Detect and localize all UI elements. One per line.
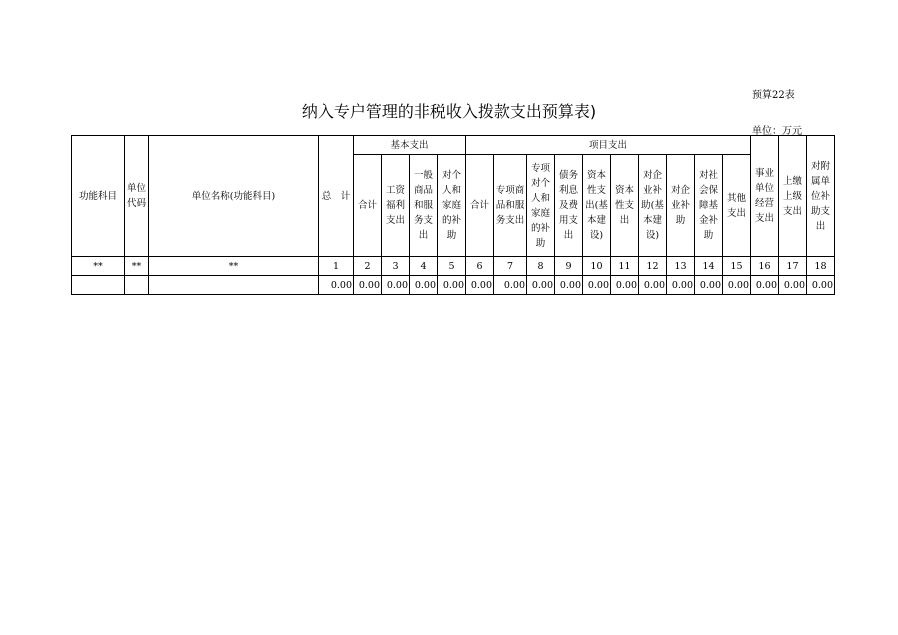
index-cell: 10 [583,257,611,276]
value-cell: 0.00 [319,276,354,295]
index-row [72,257,835,276]
value-cell: 0.00 [807,276,835,295]
index-cell: 7 [494,257,527,276]
index-cell: 18 [807,257,835,276]
header-special-goods: 专项商品和服务支出 [494,155,527,257]
index-cell: 13 [667,257,695,276]
header-other: 其他支出 [723,155,751,257]
index-cell: 6 [466,257,494,276]
index-code: ** [125,257,149,276]
header-debt: 债务利息及费用支出 [555,155,583,257]
value-cell: 0.00 [494,276,527,295]
header-personal: 对个人和家庭的补助 [438,155,466,257]
header-social-security: 对社会保障基金补助 [695,155,723,257]
header-basic-sum: 合计 [354,155,382,257]
index-cell: 14 [695,257,723,276]
index-cell: 2 [354,257,382,276]
header-unit-name: 单位名称(功能科目) [149,136,319,257]
header-business: 事业单位经营支出 [751,136,779,257]
header-capital-base: 资本性支出(基本建设) [583,155,611,257]
header-basic-expenditure: 基本支出 [354,136,466,155]
value-cell: 0.00 [466,276,494,295]
value-cell: 0.00 [667,276,695,295]
data-code [125,276,149,295]
index-cell: 12 [639,257,667,276]
value-cell: 0.00 [611,276,639,295]
header-special-personal: 专项对个人和家庭的补助 [527,155,555,257]
data-name [149,276,319,295]
index-cell: 4 [410,257,438,276]
value-cell: 0.00 [382,276,410,295]
index-cell: 1 [319,257,354,276]
value-cell: 0.00 [779,276,807,295]
value-cell: 0.00 [695,276,723,295]
index-cell: 17 [779,257,807,276]
table-row [72,276,835,295]
header-enterprise-base: 对企业补助(基本建设) [639,155,667,257]
header-func-subject: 功能科目 [72,136,125,257]
header-capital: 资本性支出 [611,155,639,257]
value-cell: 0.00 [751,276,779,295]
header-project-expenditure: 项目支出 [466,136,751,155]
index-cell: 9 [555,257,583,276]
value-cell: 0.00 [438,276,466,295]
value-cell: 0.00 [354,276,382,295]
unit-label: 单位：万元 [752,126,802,137]
header-total: 总 计 [319,136,354,257]
header-subordinate: 对附属单位补助支出 [807,136,835,257]
index-cell: 3 [382,257,410,276]
index-func: ** [72,257,125,276]
index-cell: 5 [438,257,466,276]
index-cell: 16 [751,257,779,276]
page-title: 纳入专户管理的非税收入拨款支出预算表) [301,102,597,121]
value-cell: 0.00 [555,276,583,295]
header-enterprise: 对企业补助 [667,155,695,257]
value-cell: 0.00 [639,276,667,295]
header-wages: 工资福利支出 [382,155,410,257]
value-cell: 0.00 [583,276,611,295]
value-cell: 0.00 [723,276,751,295]
header-project-sum: 合计 [466,155,494,257]
header-row-1 [72,136,835,155]
budget-table [71,135,835,295]
index-name: ** [149,257,319,276]
header-upper: 上缴上级支出 [779,136,807,257]
value-cell: 0.00 [527,276,555,295]
value-cell: 0.00 [410,276,438,295]
index-cell: 15 [723,257,751,276]
header-unit-code: 单位代码 [125,136,149,257]
data-func [72,276,125,295]
form-number: 预算22表 [752,90,795,101]
index-cell: 11 [611,257,639,276]
header-goods: 一般商品和服务支出 [410,155,438,257]
index-cell: 8 [527,257,555,276]
